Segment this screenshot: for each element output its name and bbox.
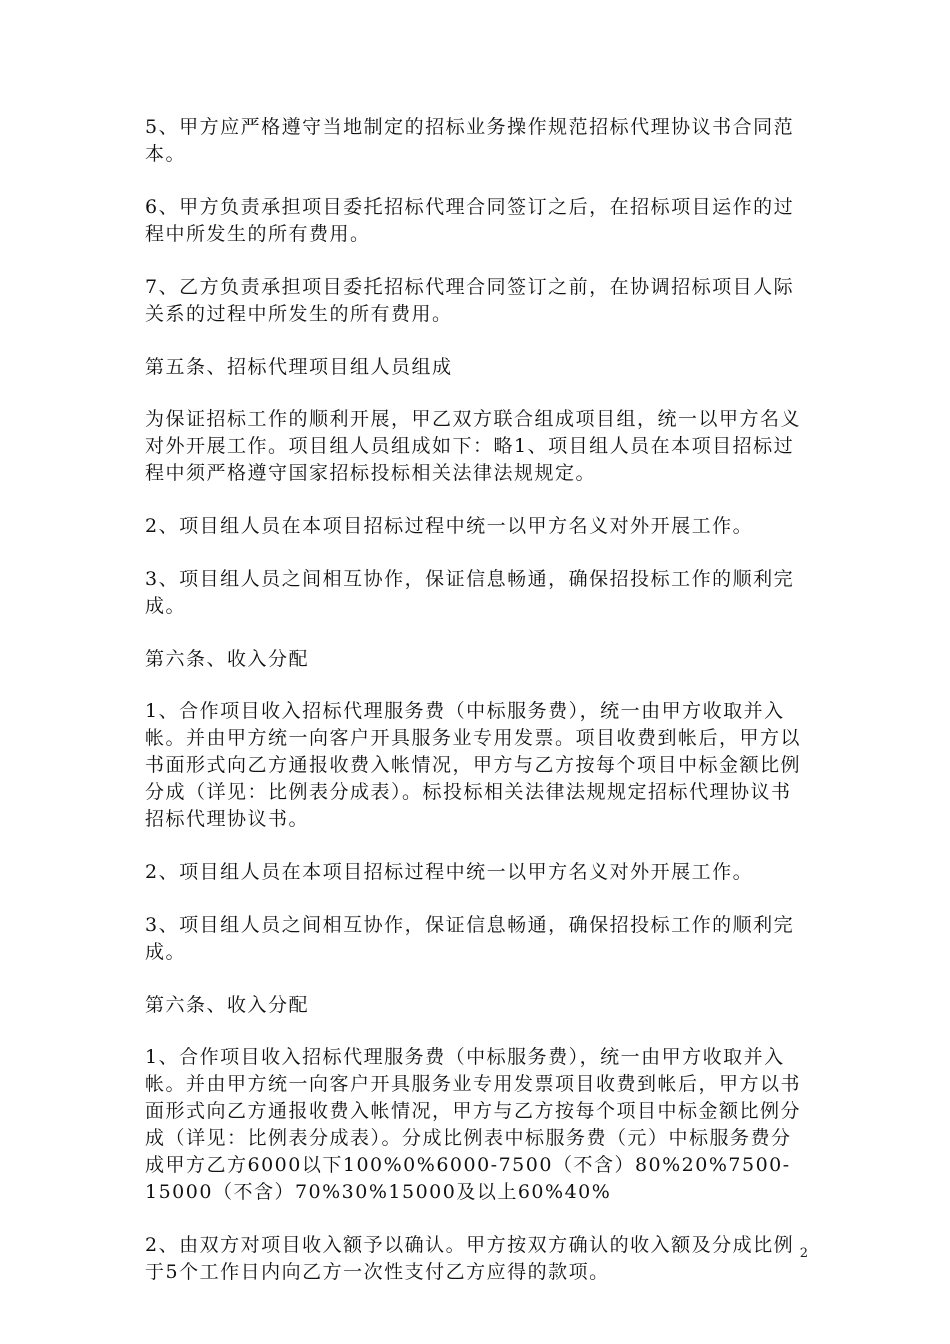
paragraph-income-item-1-repeat: 1、合作项目收入招标代理服务费（中标服务费），统一由甲方收取并入帐。并由甲方统一向客户开具服务业专用发票项目收费到帐后，甲方以书面形式向乙方通报收费入帐情况，甲方与乙方按每个项目中标金额比例分成（详见：比例表分成表）。分成比例表中标服务费（元）中标服务费分成甲方乙方6000以下100%0%6000-7500（不含）80%20%7500-15000（不含）70%30%15000及以上60%40% — [145, 1046, 802, 1203]
section-heading-article-5: 第五条、招标代理项目组人员组成 — [145, 356, 453, 378]
paragraph-team-item-2: 2、项目组人员在本项目招标过程中统一以甲方名义对外开展工作。 — [145, 515, 754, 537]
page-number: 2 — [799, 1246, 808, 1261]
paragraph-clause-7: 7、乙方负责承担项目委托招标代理合同签订之前，在协调招标项目人际关系的过程中所发生的所有费用。 — [145, 276, 795, 325]
paragraph-repeat-team-item-2: 2、项目组人员在本项目招标过程中统一以甲方名义对外开展工作。 — [145, 861, 754, 883]
paragraph-repeat-team-item-3: 3、项目组人员之间相互协作，保证信息畅通，确保招投标工作的顺利完成。 — [145, 914, 795, 963]
paragraph-income-item-2: 2、由双方对项目收入额予以确认。甲方按双方确认的收入额及分成比例于5个工作日内向乙方一次性支付乙方应得的款项。 — [145, 1234, 795, 1283]
section-heading-article-6-repeat: 第六条、收入分配 — [145, 994, 310, 1016]
document-body — [145, 114, 810, 1312]
paragraph-income-item-1: 1、合作项目收入招标代理服务费（中标服务费），统一由甲方收取并入帐。并由甲方统一向客户开具服务业专用发票。项目收费到帐后，甲方以书面形式向乙方通报收费入帐情况，甲方与乙方按每个项目中标金额比例分成（详见：比例表分成表）。标投标相关法律法规规定招标代理协议书招标代理协议书。 — [145, 700, 802, 830]
paragraph-team-item-3: 3、项目组人员之间相互协作，保证信息畅通，确保招投标工作的顺利完成。 — [145, 568, 795, 617]
paragraph-clause-6: 6、甲方负责承担项目委托招标代理合同签订之后，在招标项目运作的过程中所发生的所有费用。 — [145, 196, 795, 245]
paragraph-team-composition: 为保证招标工作的顺利开展，甲乙双方联合组成项目组，统一以甲方名义对外开展工作。项目组人员组成如下：略1、项目组人员在本项目招标过程中须严格遵守国家招标投标相关法律法规规定。 — [145, 408, 802, 484]
section-heading-article-6: 第六条、收入分配 — [145, 648, 310, 670]
paragraph-clause-5: 5、甲方应严格遵守当地制定的招标业务操作规范招标代理协议书合同范本。 — [145, 116, 795, 165]
